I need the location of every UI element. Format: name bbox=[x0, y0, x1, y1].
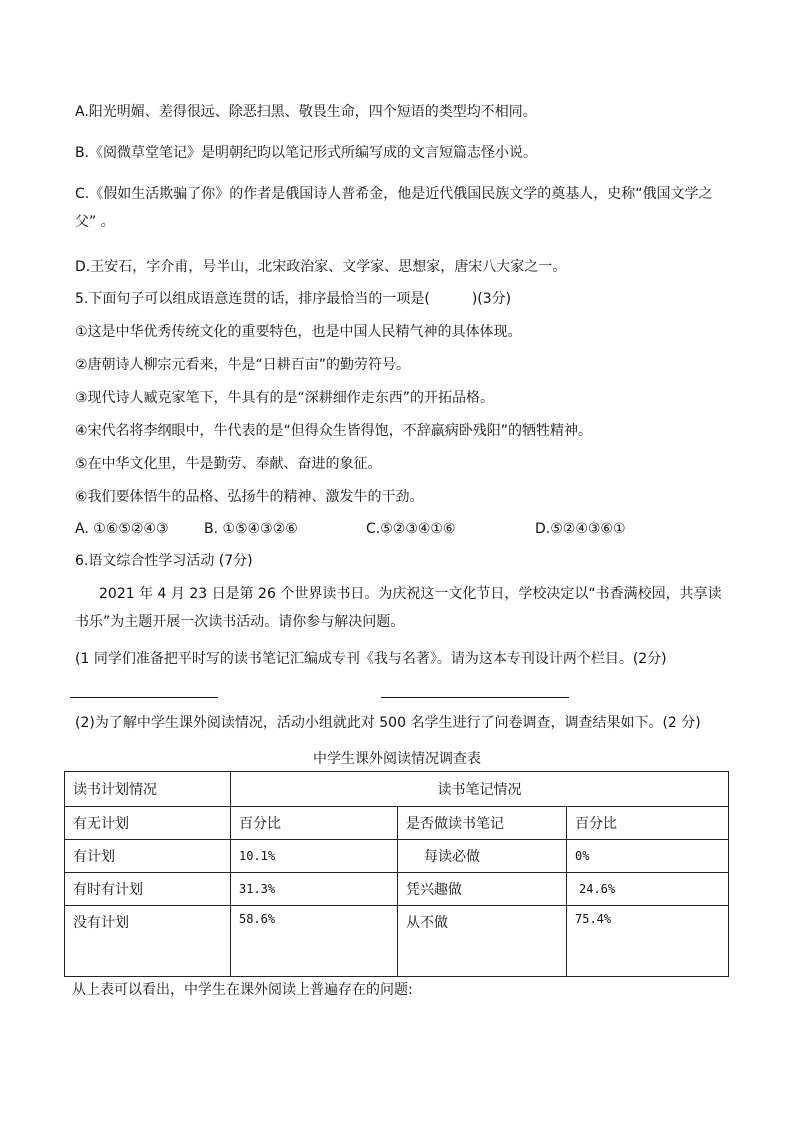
cell-percent: 10.1% bbox=[231, 840, 398, 873]
sentence-3: ③现代诗人臧克家笔下，牛具有的是“深耕细作走东西”的开拓品格。 bbox=[75, 390, 495, 406]
option-c: C.《假如生活欺骗了你》的作者是俄国诗人普希金，他是近代俄国民族文学的奠基人，史称“俄国文学之父” 。 bbox=[75, 186, 713, 230]
header-reading-notes: 读书笔记情况 bbox=[231, 772, 729, 807]
table-row bbox=[65, 840, 729, 873]
conclusion-prompt: 从上表可以看出，中学生在课外阅读上普遍存在的问题: bbox=[72, 982, 413, 998]
choice-d: D.⑤②④③⑥① bbox=[535, 521, 626, 537]
answer-blank-2[interactable] bbox=[381, 697, 569, 698]
option-a: A.阳光明媚、差得很远、除恶扫黑、敬畏生命，四个短语的类型均不相同。 bbox=[75, 104, 537, 120]
cell-percent: 58.6% bbox=[231, 906, 398, 977]
cell-percent: 24.6% bbox=[567, 873, 729, 906]
survey-table bbox=[64, 771, 729, 977]
cell-plan: 有计划 bbox=[65, 840, 231, 873]
cell-notes: 从不做 bbox=[398, 906, 567, 977]
sub-question-2: (2)为了解中学生课外阅读情况，活动小组就此对 500 名学生进行了问卷调查，调查结果如下。(2 分) bbox=[75, 715, 701, 731]
sentence-1: ①这是中华优秀传统文化的重要特色，也是中国人民精气神的具体体现。 bbox=[75, 324, 522, 340]
cell-notes: 凭兴趣做 bbox=[398, 873, 567, 906]
col-percent-2: 百分比 bbox=[567, 807, 729, 840]
choice-b: B. ①⑤④③②⑥ bbox=[204, 521, 298, 537]
header-reading-plan: 读书计划情况 bbox=[65, 772, 231, 807]
cell-percent: 0% bbox=[567, 840, 729, 873]
option-b: B.《阅微草堂笔记》是明朝纪昀以笔记形式所编写成的文言短篇志怪小说。 bbox=[75, 145, 538, 161]
cell-notes: 每读必做 bbox=[398, 840, 567, 873]
col-notes: 是否做读书笔记 bbox=[398, 807, 567, 840]
sentence-5: ⑤在中华文化里，牛是勤劳、奉献、奋进的象征。 bbox=[75, 456, 382, 472]
col-plan: 有无计划 bbox=[65, 807, 231, 840]
table-header-row bbox=[65, 772, 729, 807]
choice-a: A. ①⑥⑤②④③ bbox=[75, 521, 169, 537]
question-6-intro: 2021 年 4 月 23 日是第 26 个世界读书日。为庆祝这一文化节日，学校决定以“书香满校园，共享读书乐”为主题开展一次读书活动。请你参与解决问题。 bbox=[75, 586, 722, 630]
table-row bbox=[65, 873, 729, 906]
col-percent-1: 百分比 bbox=[231, 807, 398, 840]
cell-plan: 没有计划 bbox=[65, 906, 231, 977]
cell-plan: 有时有计划 bbox=[65, 873, 231, 906]
answer-blank-1[interactable] bbox=[70, 697, 218, 698]
cell-percent: 75.4% bbox=[567, 906, 729, 977]
table-subheader-row bbox=[65, 807, 729, 840]
table-title: 中学生课外阅读情况调查表 bbox=[313, 751, 481, 767]
question-5-stem: 5.下面句子可以组成语意连贯的话，排序最恰当的一项是( )(3分) bbox=[75, 291, 512, 307]
cell-percent: 31.3% bbox=[231, 873, 398, 906]
question-6-title: 6.语文综合性学习活动 (7分) bbox=[75, 553, 253, 569]
table-row bbox=[65, 906, 729, 977]
sentence-6: ⑥我们要体悟牛的品格、弘扬牛的精神、激发牛的干劲。 bbox=[75, 489, 424, 505]
sub-question-1: (1 同学们准备把平时写的读书笔记汇编成专刊《我与名著》。请为这本专刊设计两个栏目。(2分) bbox=[75, 651, 667, 667]
choice-c: C.⑤②③④①⑥ bbox=[366, 521, 456, 537]
option-d: D.王安石，字介甫，号半山，北宋政治家、文学家、思想家，唐宋八大家之一。 bbox=[75, 259, 567, 275]
sentence-4: ④宋代名将李纲眼中，牛代表的是“但得众生皆得饱，不辞羸病卧残阳”的牺牲精神。 bbox=[75, 423, 593, 439]
sentence-2: ②唐朝诗人柳宗元看来，牛是“日耕百亩”的勤劳符号。 bbox=[75, 357, 411, 373]
